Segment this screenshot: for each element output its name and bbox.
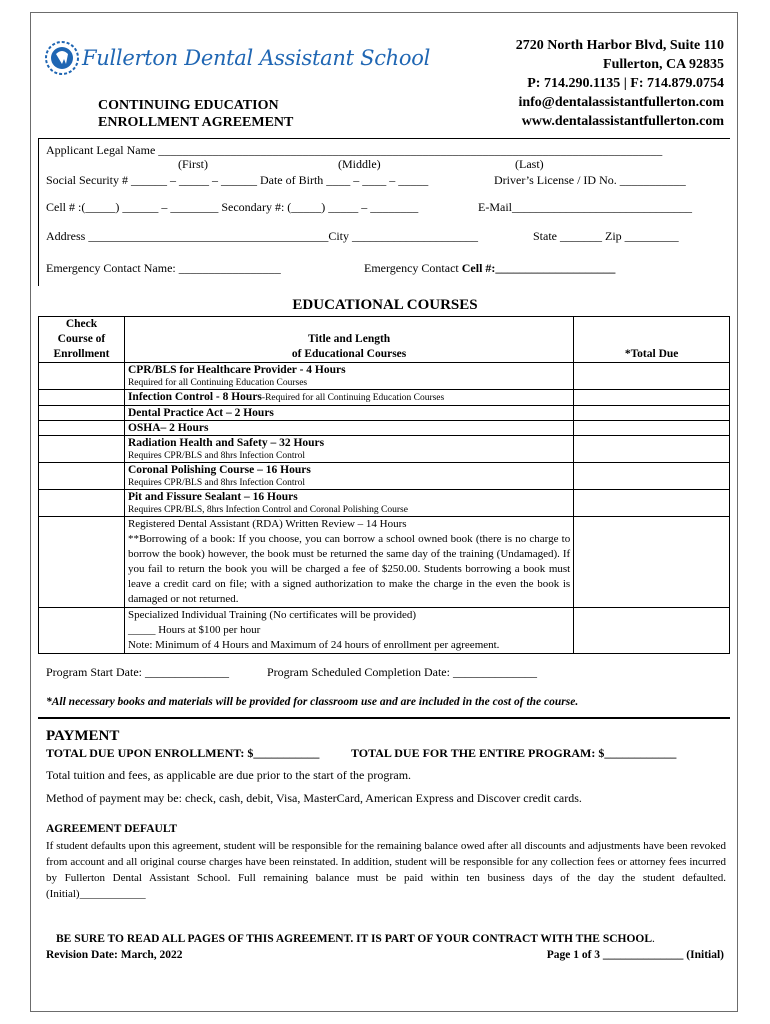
- books-note: *All necessary books and materials will be provided for classroom use and are included in the cost of the course.: [46, 696, 579, 708]
- applicant-name-field[interactable]: Applicant Legal Name ____________________________________________________________________________________: [46, 143, 663, 157]
- email-field[interactable]: E-Mail______________________________: [478, 200, 692, 214]
- total-enrollment-field[interactable]: TOTAL DUE UPON ENROLLMENT: $___________: [46, 746, 320, 760]
- ssn-dob-field[interactable]: Social Security # ______ – _____ – ______ Date of Birth ____ – ____ – _____: [46, 173, 429, 187]
- address-field[interactable]: Address ________________________________________City _____________________: [46, 229, 478, 243]
- payment-heading: PAYMENT: [46, 728, 120, 744]
- course-checkbox[interactable]: [39, 363, 125, 390]
- logo-text: Fullerton Dental Assistant School: [82, 46, 431, 70]
- total-program-field[interactable]: TOTAL DUE FOR THE ENTIRE PROGRAM: $____________: [351, 746, 677, 760]
- course-checkbox[interactable]: [39, 436, 125, 463]
- default-heading: AGREEMENT DEFAULT: [46, 823, 178, 835]
- table-row: Registered Dental Assistant (RDA) Written Review – 14 Hours **Borrowing of a book: If you choose, you can borrow a school owned book (there is no charge to borrow the book) however, the book must be returned the same day of the training (Undamaged). If you fail to return the book you will be charged a fee of $250.00. Students borrowing a book must leave a credit card on file; with a signed authorization to make the charge in the even the book is damaged or not returned.: [39, 517, 730, 608]
- total-due-cell[interactable]: [574, 517, 730, 608]
- tooth-emblem-icon: [44, 40, 80, 76]
- last-name-label: (Last): [515, 157, 544, 171]
- table-row: Coronal Polishing Course – 16 Hours Requires CPR/BLS and 8hrs Infection Control: [39, 463, 730, 490]
- total-due-cell[interactable]: [574, 463, 730, 490]
- tuition-note: Total tuition and fees, as applicable are due prior to the start of the program.: [46, 768, 412, 782]
- total-due-cell[interactable]: [574, 490, 730, 517]
- total-due-cell[interactable]: [574, 436, 730, 463]
- total-due-cell[interactable]: [574, 363, 730, 390]
- table-row: Infection Control - 8 Hours-Required for all Continuing Education Courses: [39, 390, 730, 406]
- course-checkbox[interactable]: [39, 490, 125, 517]
- table-row: Pit and Fissure Sealant – 16 Hours Requires CPR/BLS, 8hrs Infection Control and Coronal Polishing Course: [39, 490, 730, 517]
- total-column-header: *Total Due: [574, 317, 730, 363]
- course-checkbox[interactable]: [39, 421, 125, 436]
- middle-name-label: (Middle): [338, 157, 381, 171]
- page-number-initial[interactable]: Page 1 of 3 ______________ (Initial): [546, 949, 724, 961]
- table-row: Specialized Individual Training (No certificates will be provided) _____ Hours at $100 per hour Note: Minimum of 4 Hours and Maximum of 24 hours of enrollment per agreement.: [39, 608, 730, 654]
- first-name-label: (First): [178, 157, 208, 171]
- school-logo: [44, 40, 431, 82]
- table-row: CPR/BLS for Healthcare Provider - 4 Hours Required for all Continuing Education Courses: [39, 363, 730, 390]
- total-due-cell[interactable]: [574, 390, 730, 406]
- default-text: If student defaults upon this agreement, student will be responsible for the remaining balance owed after all discounts and adjustments have been revoked from account and all original course charges have been reinstated. In addition, student will be responsible for any collection fees or attorney fees incurred by Fullerton Dental Assistant School. Full remaining balance must be paid within ten business days of the day the student defaulted. (Initial)____________: [46, 840, 726, 900]
- phone-fields[interactable]: Cell # :(_____) ______ – ________ Secondary #: (_____) _____ – ________: [46, 200, 419, 214]
- courses-table: [38, 316, 730, 654]
- table-header-row: [39, 317, 730, 363]
- read-all-notice: BE SURE TO READ ALL PAGES OF THIS AGREEMENT. IT IS PART OF YOUR CONTRACT WITH THE SCHOOL.: [56, 933, 655, 945]
- total-due-cell[interactable]: [574, 421, 730, 436]
- emergency-name-field[interactable]: Emergency Contact Name: _________________: [46, 261, 281, 275]
- courses-heading: EDUCATIONAL COURSES: [292, 297, 478, 313]
- page-title: CONTINUING EDUCATION ENROLLMENT AGREEMENT: [98, 98, 294, 130]
- course-checkbox[interactable]: [39, 463, 125, 490]
- title-column-header: Title and Length of Educational Courses: [124, 317, 573, 363]
- table-row: Dental Practice Act – 2 Hours: [39, 406, 730, 421]
- program-start-field[interactable]: Program Start Date: ______________: [46, 665, 229, 679]
- table-row: OSHA– 2 Hours: [39, 421, 730, 436]
- program-completion-field[interactable]: Program Scheduled Completion Date: ______________: [267, 665, 537, 679]
- payment-methods: Method of payment may be: check, cash, debit, Visa, MasterCard, American Express and Discover credit cards.: [46, 791, 582, 805]
- total-due-cell[interactable]: [574, 406, 730, 421]
- state-zip-field[interactable]: State _______ Zip _________: [533, 229, 679, 243]
- section-divider: [38, 717, 730, 719]
- course-checkbox[interactable]: [39, 406, 125, 421]
- course-checkbox[interactable]: [39, 517, 125, 608]
- emergency-cell-field[interactable]: Emergency Contact Cell #:____________________: [364, 261, 616, 275]
- revision-date: Revision Date: March, 2022: [46, 949, 183, 961]
- license-field[interactable]: Driver’s License / ID No. ___________: [494, 173, 686, 187]
- total-due-cell[interactable]: [574, 608, 730, 654]
- course-checkbox[interactable]: [39, 390, 125, 406]
- table-row: Radiation Health and Safety – 32 Hours Requires CPR/BLS and 8hrs Infection Control: [39, 436, 730, 463]
- course-checkbox[interactable]: [39, 608, 125, 654]
- check-column-header: Check Course of Enrollment: [39, 317, 125, 363]
- school-address: 2720 North Harbor Blvd, Suite 110 Fullerton, CA 92835 P: 714.290.1135 | F: 714.879.0754 info@dentalassistantfullerton.com www.dentalassistantfullerton.com: [515, 38, 724, 129]
